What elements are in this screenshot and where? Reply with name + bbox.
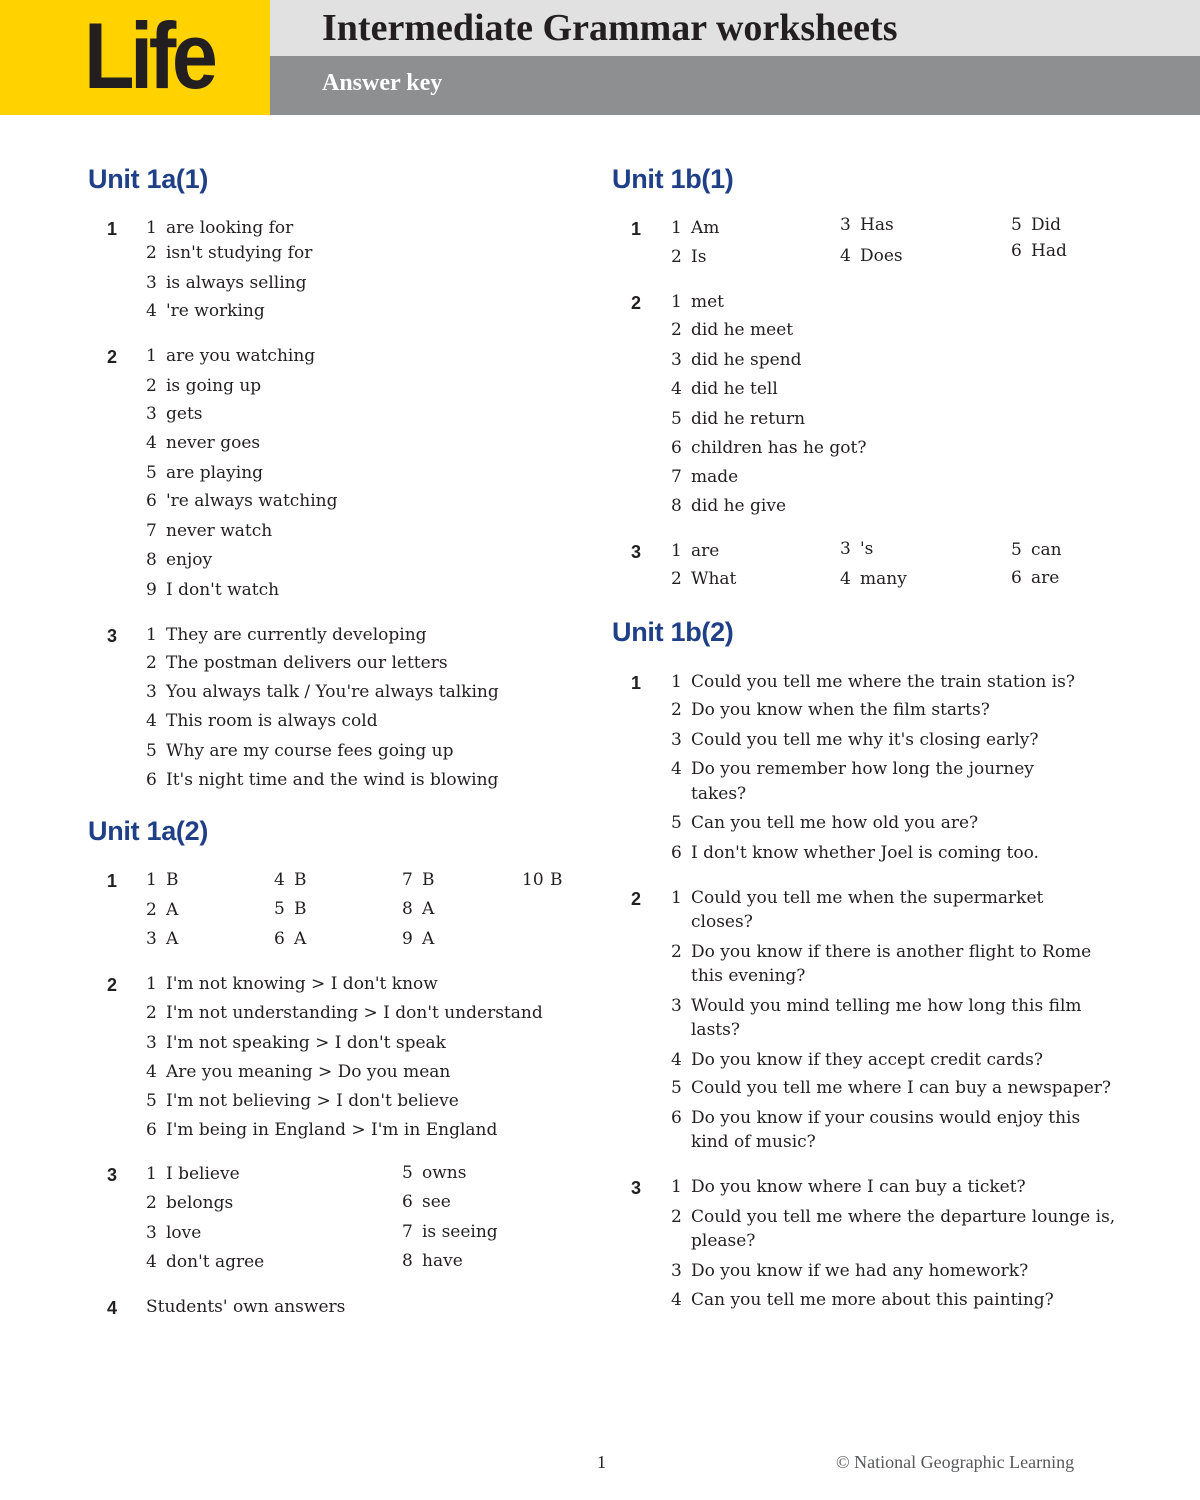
answer-item: 5 I'm not believing > I don't believe (146, 1091, 459, 1111)
exercise-number: 2 (631, 889, 642, 909)
answer-item: 6 It's night time and the wind is blowing (146, 770, 499, 790)
answer-continuation: kind of music? (691, 1132, 816, 1152)
answer-item: 2 did he meet (671, 320, 794, 340)
answer-item: 2 isn't studying for (146, 243, 313, 263)
subtitle-band (270, 56, 1200, 115)
answer-continuation: lasts? (691, 1020, 740, 1040)
answer-item: 6 are (1011, 568, 1060, 588)
exercise-number: 1 (631, 673, 642, 693)
answer-item: 3 A (146, 929, 179, 949)
answer-item: 8 did he give (671, 496, 787, 516)
answer-item: 6 see (402, 1192, 451, 1212)
answer-item: 3 is always selling (146, 273, 307, 293)
answer-item: 6 I'm being in England > I'm in England (146, 1120, 498, 1140)
answer-item: 3 Has (840, 215, 894, 235)
answer-item: 4 Can you tell me more about this painting? (671, 1290, 1054, 1310)
unit-1a1-heading: Unit 1a(1) (88, 164, 209, 194)
exercise-number: 2 (107, 975, 118, 995)
exercise-number: 1 (107, 871, 118, 891)
answer-item: 3 You always talk / You're always talking (146, 682, 499, 702)
exercise-number: 2 (631, 293, 642, 313)
answer-item: 1 are you watching (146, 346, 316, 366)
life-logo (0, 0, 270, 115)
answer-item: 4 many (840, 569, 907, 589)
answer-item: 3 did he spend (671, 350, 802, 370)
answer-item: 1 are looking for (146, 218, 294, 238)
answer-item: 5 Did (1011, 215, 1061, 235)
answer-item: 2 Could you tell me where the departure lounge is, (671, 1207, 1116, 1227)
answer-item: 2 is going up (146, 376, 262, 396)
page-subtitle: Answer key (322, 70, 443, 96)
answer-item: 8 A (402, 899, 435, 919)
exercise-number: 3 (107, 626, 118, 646)
answer-item: 1 Am (671, 218, 720, 238)
exercise-number: 3 (107, 1165, 118, 1185)
exercise-number: 3 (631, 542, 642, 562)
answer-item: 4 Do you know if they accept credit cards? (671, 1050, 1044, 1070)
answer-item: 8 have (402, 1251, 463, 1271)
answer-item: 3 gets (146, 404, 203, 424)
answer-item: 4 Do you remember how long the journey (671, 759, 1034, 779)
answer-item: 6 children has he got? (671, 438, 867, 458)
answer-item: 7 B (402, 870, 435, 890)
answer-item: 6 're always watching (146, 491, 338, 511)
answer-item: 9 A (402, 929, 435, 949)
answer-item: 10 B (522, 870, 563, 890)
answer-item: 4 're working (146, 301, 265, 321)
answer-continuation: takes? (691, 784, 747, 804)
answer-item: 7 made (671, 467, 739, 487)
exercise-number: 1 (107, 219, 118, 239)
answer-item: 1 Could you tell me where the train station is? (671, 672, 1075, 692)
answer-item: 2 The postman delivers our letters (146, 653, 448, 673)
answer-item: 6 Had (1011, 241, 1067, 261)
answer-item: 2 What (671, 569, 737, 589)
answer-item: 1 Do you know where I can buy a ticket? (671, 1177, 1026, 1197)
answer-item: 1 are (671, 541, 720, 561)
answer-item: 1 I believe (146, 1164, 240, 1184)
answer-item: 2 belongs (146, 1193, 234, 1213)
answer-item: 4 Are you meaning > Do you mean (146, 1062, 451, 1082)
page-title: Intermediate Grammar worksheets (322, 7, 898, 49)
title-band (270, 0, 1200, 56)
exercise-number: 1 (631, 219, 642, 239)
answer-item: 9 I don't watch (146, 580, 280, 600)
answer-item: 4 B (274, 870, 307, 890)
exercise-number: 2 (107, 347, 118, 367)
answer-item: 3 I'm not speaking > I don't speak (146, 1033, 446, 1053)
logo-text: Life (84, 3, 214, 108)
exercise-number: 4 (107, 1298, 118, 1318)
answer-item: 7 never watch (146, 521, 273, 541)
answer-item: 3 love (146, 1223, 202, 1243)
answer-item: 5 owns (402, 1163, 467, 1183)
answer-item: 3 's (840, 539, 874, 559)
answer-item: 6 A (274, 929, 307, 949)
unit-1a2-heading: Unit 1a(2) (88, 816, 209, 846)
answer-item: 6 Do you know if your cousins would enjoy this (671, 1108, 1081, 1128)
answer-item: 4 Does (840, 246, 903, 266)
answer-item: 6 I don't know whether Joel is coming too. (671, 843, 1039, 863)
unit-1b1-heading: Unit 1b(1) (612, 164, 734, 194)
page-number: 1 (597, 1452, 606, 1472)
answer-item: 5 can (1011, 540, 1062, 560)
answer-item: 2 A (146, 900, 179, 920)
answer-item: 2 Is (671, 247, 707, 267)
answer-item: 1 I'm not knowing > I don't know (146, 974, 438, 994)
answer-item: 4 This room is always cold (146, 711, 378, 731)
answer-continuation: this evening? (691, 966, 806, 986)
answer-item: 5 Can you tell me how old you are? (671, 813, 979, 833)
answer-item: 7 is seeing (402, 1222, 498, 1242)
answer-item: 8 enjoy (146, 550, 213, 570)
unit-1b2-heading: Unit 1b(2) (612, 617, 734, 647)
copyright-notice: © National Geographic Learning (836, 1452, 1075, 1472)
answer-item: 1 They are currently developing (146, 625, 427, 645)
answer-item: 4 never goes (146, 433, 261, 453)
answer-item: 4 don't agree (146, 1252, 265, 1272)
answer-item: Students' own answers (146, 1297, 346, 1317)
answer-item: 5 B (274, 899, 307, 919)
answer-item: 2 Do you know if there is another flight to Rome (671, 942, 1092, 962)
answer-item: 1 met (671, 292, 725, 312)
answer-item: 5 are playing (146, 463, 264, 483)
answer-item: 2 I'm not understanding > I don't understand (146, 1003, 543, 1023)
answer-item: 1 Could you tell me when the supermarket (671, 888, 1044, 908)
answer-item: 3 Could you tell me why it's closing early? (671, 730, 1039, 750)
answer-item: 4 did he tell (671, 379, 778, 399)
answer-continuation: please? (691, 1231, 756, 1251)
exercise-number: 3 (631, 1178, 642, 1198)
answer-continuation: closes? (691, 912, 753, 932)
answer-item: 2 Do you know when the film starts? (671, 700, 990, 720)
answer-item: 3 Do you know if we had any homework? (671, 1261, 1029, 1281)
answer-item: 5 Why are my course fees going up (146, 741, 454, 761)
answer-item: 3 Would you mind telling me how long this film (671, 996, 1082, 1016)
answer-item: 5 did he return (671, 409, 806, 429)
answer-item: 5 Could you tell me where I can buy a newspaper? (671, 1078, 1112, 1098)
answer-item: 1 B (146, 870, 179, 890)
